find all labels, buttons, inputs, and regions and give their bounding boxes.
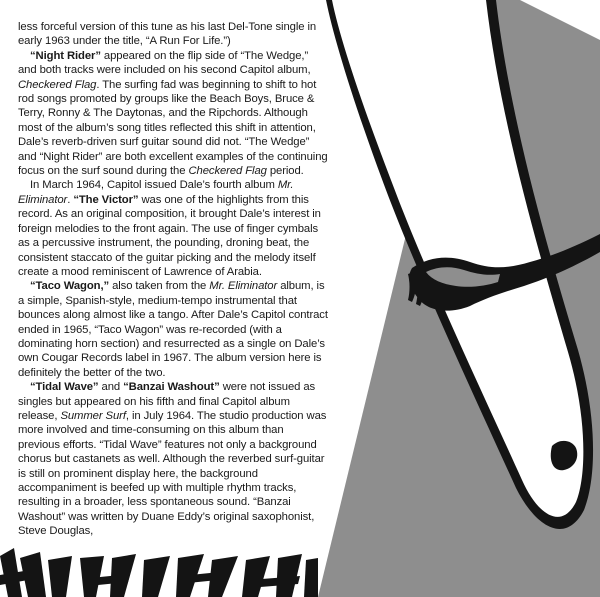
text-run: . [67, 193, 74, 206]
song-title: “Tidal Wave” [30, 381, 99, 394]
album-title: Mr. Eliminator [209, 280, 278, 293]
song-title: “The Victor” [73, 193, 139, 206]
paragraph [18, 49, 328, 179]
text-run: were not issued as singles but appeared on his fifth and final Capitol album release, [18, 381, 316, 422]
album-title: Mr. Eliminator [18, 179, 294, 206]
album-title: Summer Surf [60, 409, 126, 422]
text-run: . The surfing fad was beginning to shift to hot rod songs promoted by groups like the Beach Boys, Bruce & Terry, Ronny & The Daytonas, and the Ripchords. Although most of the album’s song titles reflected this shift in attention, Dale’s reverb-driven surf guitar sound did not. “The Wedge” and “Night Rider” are both excellent examples of the continuing focus on the surf sound during the [18, 78, 328, 178]
text-run: also taken from the [109, 280, 210, 293]
album-title: Checkered Flag [18, 78, 97, 91]
text-run: appeared on the flip side of “The Wedge,” and both tracks were included on his second Capitol album, [18, 49, 311, 77]
text-run: album, is a simple, Spanish-style, medium-tempo instrumental that bounces along almost like a tango. After Dale’s Capitol contract ended in 1965, “Taco Wagon” was re-recorded (with a dominating horn section) and resurrected as a single on Dale’s own Cougar Records label in 1967. The album version here is definitely the better of the two. [18, 280, 328, 379]
text-run: , in July 1964. The studio production was more involved and time-consuming on this album than previous efforts. “Tidal Wave” features not only a background chorus but castanets as well. Although the reverbed surf-guitar is still on prominent display here, the background accompaniment is beefed up with multiple rhythm tracks, resulting in a broader, less spontaneous sound. “Banzai Washout” was written by Duane Eddy’s original saxophonist, Steve Douglas, [18, 409, 327, 538]
zebra-stripes [0, 548, 318, 597]
song-title: “Banzai Washout” [123, 381, 220, 394]
text-run: and [98, 381, 124, 394]
text-run: was one of the highlights from this record. As an original composition, it brought Dale’s interest in foreign melodies to the front again. The use of finger cymbals as a percussive instrument, the pounding, droning beat, the consistent staccato of the guitar picking and the melody itself create a mood reminiscent of Lawrence of Arabia. [18, 193, 321, 278]
album-title: Checkered Flag [188, 165, 267, 178]
paragraph [18, 20, 328, 49]
song-title: “Taco Wagon,” [30, 280, 110, 293]
text-run: In March 1964, Capitol issued Dale’s fourth album [30, 179, 278, 192]
song-title: “Night Rider” [30, 49, 101, 62]
paragraph [18, 279, 328, 380]
paragraph [18, 380, 328, 538]
paragraph [18, 178, 328, 279]
text-run: period. [266, 165, 304, 178]
liner-notes-text [18, 20, 328, 539]
text-run: less forceful version of this tune as his last Del-Tone single in early 1963 under the title, “A Run For Life.”) [18, 21, 317, 48]
